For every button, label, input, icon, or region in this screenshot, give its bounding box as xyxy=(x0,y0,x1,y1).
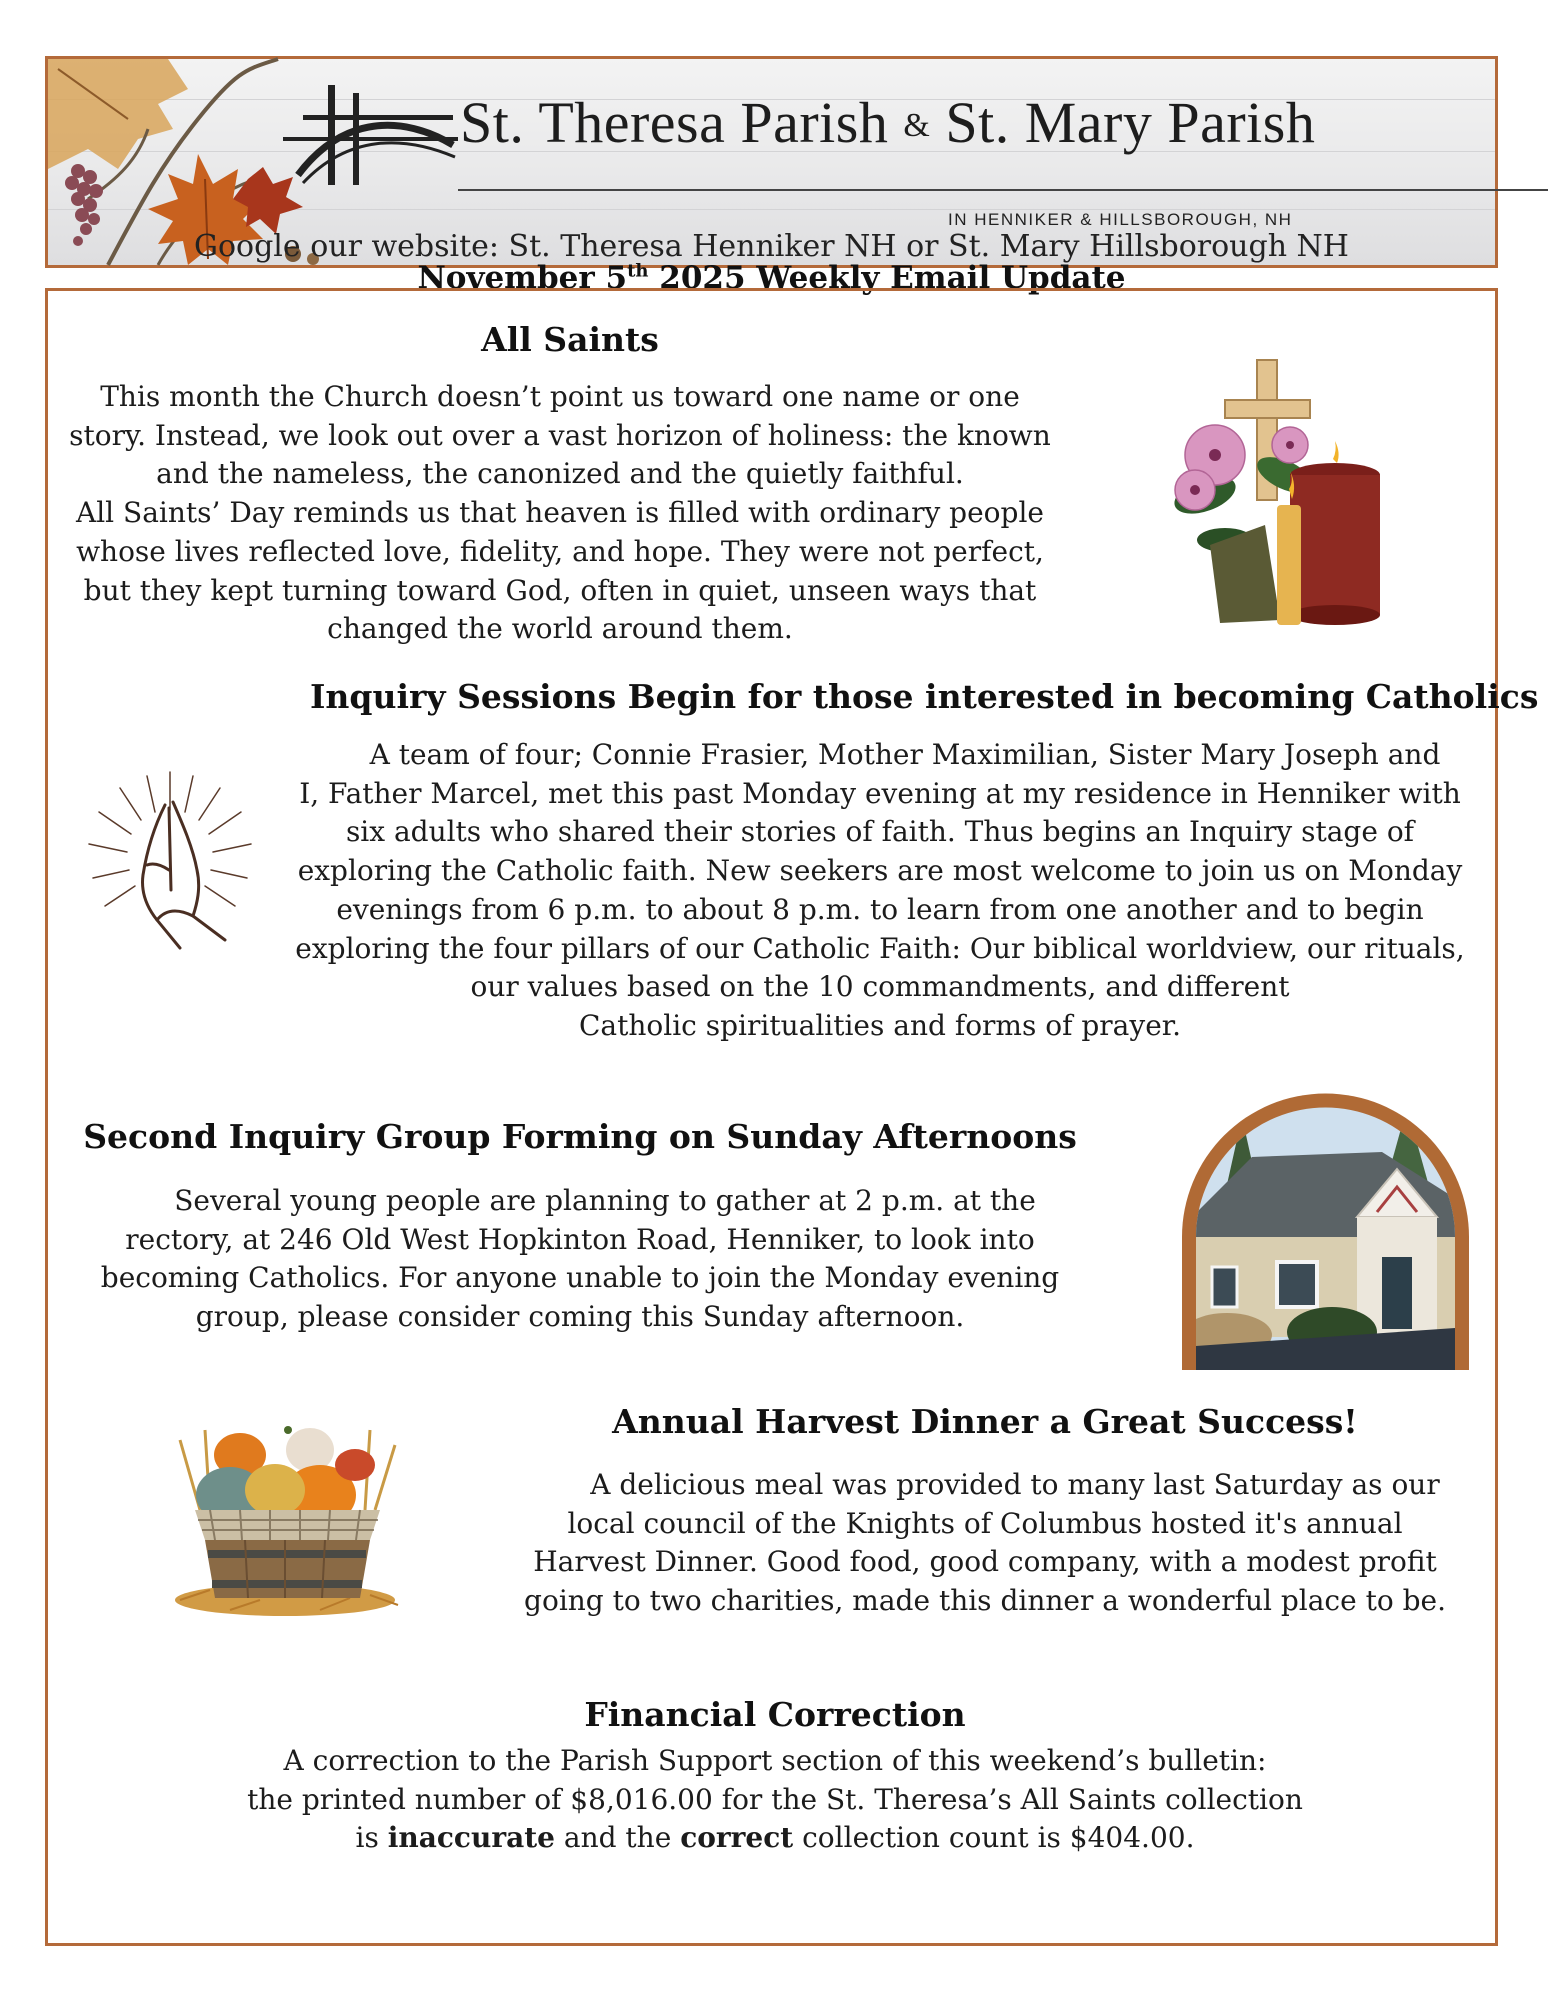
financial-heading: Financial Correction xyxy=(584,1695,966,1734)
cross-flowers-candles-image xyxy=(1165,355,1385,630)
rectory-house-photo xyxy=(1182,1097,1469,1370)
cross-logo-icon xyxy=(283,75,458,190)
parish-title: St. Theresa Parish & St. Mary Parish xyxy=(460,90,1316,155)
inquiry-heading: Inquiry Sessions Begin for those interested in becoming Catholics xyxy=(310,677,1539,716)
harvest-heading: Annual Harvest Dinner a Great Success! xyxy=(612,1402,1358,1441)
financial-text: A correction to the Parish Support section of this weekend’s bulletin: the printed number of $8,016.00 for the St. Theresa’s All Saints collection is inaccurate and the correct collection count is $404.00. xyxy=(247,1744,1303,1855)
parish-location: IN HENNIKER & HILLSBOROUGH, NH xyxy=(948,210,1293,229)
newsletter-header xyxy=(45,56,1498,296)
praying-hands-icon xyxy=(85,770,260,950)
all-saints-heading: All Saints xyxy=(481,320,659,359)
harvest-text: A delicious meal was provided to many last Saturday as our local council of the Knights of Columbus hosted it's annual Harvest Dinner. Good food, good company, with a modest profit going to two charities, made this dinner a wonderful place to be. xyxy=(524,1468,1446,1618)
website-line: Google our website: St. Theresa Henniker NH or St. Mary Hillsborough NH xyxy=(194,229,1349,264)
title-rule xyxy=(458,189,1548,191)
harvest-basket-image xyxy=(170,1400,405,1620)
all-saints-text: This month the Church doesn’t point us toward one name or one story. Instead, we look out over a vast horizon of holiness: the known and the nameless, the canonized and the quietly faithful. All Saints’ Day reminds us that heaven is filled with ordinary people whose lives reflected love, fidelity, and hope. They were not perfect, but they kept turning toward God, often in quiet, unseen ways that changed the world around them. xyxy=(69,380,1051,646)
issue-date: November 5th 2025 Weekly Email Update xyxy=(417,260,1126,296)
inquiry-text: A team of four; Connie Frasier, Mother Maximilian, Sister Mary Joseph and I, Father Marcel, met this past Monday evening at my residence in Henniker with six adults who shared their stories of faith. Thus begins an Inquiry stage of exploring the Catholic faith. New seekers are most welcome to join us on Monday evenings from 6 p.m. to about 8 p.m. to learn from one another and to begin exploring the four pillars of our Catholic Faith: Our biblical worldview, our rituals, our values based on the 10 commandments, and different Catholic spiritualities and forms of prayer. xyxy=(295,738,1465,1042)
second-group-heading: Second Inquiry Group Forming on Sunday Afternoons xyxy=(83,1117,1077,1156)
second-group-text: Several young people are planning to gather at 2 p.m. at the rectory, at 246 Old West Hopkinton Road, Henniker, to look into becoming Catholics. For anyone unable to join the Monday evening group, please consider coming this Sunday afternoon. xyxy=(100,1184,1060,1334)
